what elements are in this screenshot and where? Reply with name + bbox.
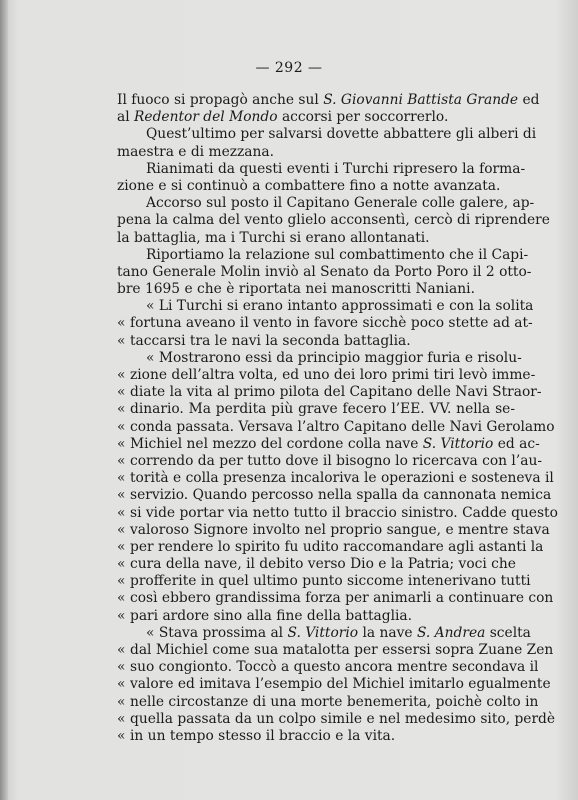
text-run: così ebbero grandissima forza per animarli a continuare con (130, 590, 554, 607)
text-line (117, 659, 539, 676)
text-run: Quest’ultimo per salvarsi dovette abbattere gli alberi di (146, 126, 537, 143)
text-run: in un tempo stesso il braccio e la vita. (130, 727, 396, 744)
text-run: dal Michiel come sua matalotta per essersi sopra Zuane Zen (130, 642, 554, 658)
quote-mark: « (117, 607, 126, 624)
quote-mark: « (117, 332, 126, 349)
text-line (117, 401, 515, 418)
text-line (117, 281, 515, 298)
text-line (117, 435, 540, 453)
quote-mark: « (117, 556, 126, 573)
text-run: Riportiamo la relazione sul combattimento che il Capi- (146, 246, 529, 263)
text-run: « Li Turchi si erano intanto approssimati e con la solita (146, 298, 534, 315)
text-line (117, 315, 533, 332)
text-line (117, 195, 535, 212)
text-run: la battaglia, ma i Turchi si erano allontanati. (117, 229, 430, 246)
text-line (117, 263, 532, 281)
text-line (117, 126, 537, 143)
quote-mark: « (117, 659, 126, 676)
quote-mark: « (117, 538, 126, 555)
text-run: quella passata da un colpo simile e nel medesimo sito, perdè (130, 710, 556, 727)
text-run: Rianimati da questi eventi i Turchi ripresero la forma- (146, 160, 526, 177)
quote-mark: « (117, 693, 126, 710)
text-run: torità e colla presenza incaloriva le operazioni e sosteneva il (130, 470, 554, 487)
text-line (117, 556, 515, 573)
quote-mark: « (117, 435, 126, 452)
text-line (117, 418, 555, 436)
page-spine-shadow (0, 0, 8, 800)
text-line (117, 608, 515, 625)
text-line (117, 538, 544, 556)
text-line (117, 109, 515, 126)
text-run: servizio. Quando percosso nella spalla da cannonata nemica (130, 487, 552, 504)
quote-mark: « (117, 521, 126, 538)
body-text (117, 92, 558, 745)
text-line (117, 452, 543, 470)
text-run: Il fuoco si propagò anche sul (117, 92, 324, 108)
text-line (117, 710, 556, 728)
text-run: fortuna aveano il vento in favore sicchè poco stette ad at- (130, 315, 533, 332)
quote-mark: « (117, 504, 126, 521)
quote-mark: « (117, 642, 126, 658)
quote-mark: « (117, 727, 126, 744)
text-run: si vide portar via netto tutto il braccio sinistro. Cadde questo (130, 504, 558, 521)
text-run: suo congionto. Toccò a questo ancora mentre secondava il (130, 659, 539, 676)
text-run: Accorso sul posto il Capitano Generale colle galere, ap- (146, 195, 535, 212)
text-run: dinario. Ma perdita più grave fecero l’EE. VV. nella se- (130, 401, 515, 418)
text-line (117, 470, 554, 487)
text-run: profferite in quel ultimo punto siccome intenerivano tutti (130, 573, 531, 590)
text-line (117, 642, 554, 659)
text-line (117, 728, 515, 745)
text-run: pari ardore sino alla fine della battaglia. (130, 607, 413, 624)
text-line (117, 676, 551, 693)
text-run: per rendere lo spirito fu udito raccomandare agli astanti la (130, 538, 544, 555)
text-line (117, 504, 558, 522)
text-line (117, 178, 515, 195)
text-run: zione dell’altra volta, ed uno dei loro primi tiri levò imme- (130, 367, 536, 383)
quote-mark: « (117, 384, 126, 401)
italic-text: S. Giovanni Battista Grande (323, 92, 519, 108)
text-run: Michiel nel mezzo del cordone colla nave (130, 435, 423, 452)
quote-mark: « (117, 452, 126, 469)
text-line (117, 384, 542, 401)
text-line (117, 160, 526, 178)
text-run: al (117, 109, 135, 126)
text-run: zione e si continuò a combattere fino a notte avanzata. (117, 177, 501, 194)
text-run: maestra e di mezzana. (117, 143, 274, 160)
quote-mark: « (117, 710, 126, 727)
text-run: taccarsi tra le navi la seconda battaglia. (130, 332, 411, 349)
quote-mark: « (117, 401, 126, 418)
quote-mark: « (117, 367, 126, 383)
text-line (117, 212, 550, 229)
quote-mark: « (117, 470, 126, 487)
text-run: la nave (358, 624, 417, 641)
text-run: « Stava prossima al (146, 624, 288, 641)
text-run: diate la vita al primo pilota del Capitano delle Navi Straor- (130, 384, 542, 401)
text-run: conda passata. Versava l’altro Capitano delle Navi Gerolamo (130, 418, 555, 435)
text-run: valoroso Signore involto nel proprio sangue, e mentre stava (130, 521, 550, 538)
text-line (117, 349, 522, 367)
text-line (117, 298, 534, 315)
quote-mark: « (117, 590, 126, 607)
quote-mark: « (117, 573, 126, 590)
text-run: bre 1695 e che è riportata nei manoscritti Naniani. (117, 281, 475, 298)
text-line (117, 230, 515, 247)
text-line (117, 521, 550, 539)
text-line (117, 144, 515, 161)
quote-mark: « (117, 487, 126, 504)
text-line (117, 693, 539, 711)
italic-text: S. Andrea (416, 624, 486, 641)
text-run: correndo da per tutto dove il bisogno lo ricercava con l’au- (130, 452, 543, 469)
text-run: valore ed imitava l’esempio del Michiel imitarlo egualmente (130, 676, 551, 693)
text-run: scelta (485, 624, 531, 641)
italic-text: S. Vittorio (287, 624, 359, 641)
quote-mark: « (117, 315, 126, 332)
text-run: « Mostrarono essi da principio maggior furia e risolu- (146, 349, 522, 366)
text-line (117, 92, 540, 109)
text-run: cura della nave, il debito verso Dio e la Patria; voci che (130, 556, 516, 573)
text-run: pena la calma del vento glielo acconsentì, cercò di riprendere (117, 212, 550, 229)
text-line (117, 333, 515, 350)
text-run: accorsi per soccorrerlo. (277, 109, 449, 126)
text-line (117, 246, 529, 264)
italic-text: S. Vittorio (422, 435, 494, 452)
text-run: tano Generale Molin inviò al Senato da Porto Poro il 2 otto- (117, 263, 532, 280)
text-line (117, 367, 536, 384)
text-run: ed (518, 92, 540, 108)
italic-text: Redentor del Mondo (134, 109, 278, 126)
text-run: ed ac- (493, 435, 540, 452)
text-line (117, 624, 531, 642)
text-run: nelle circostanze di una morte benemerita, poichè colto in (130, 693, 539, 710)
quote-mark: « (117, 418, 126, 435)
text-line (117, 573, 531, 590)
text-line (117, 487, 552, 504)
quote-mark: « (117, 676, 126, 693)
text-line (117, 590, 554, 607)
page-number: — 292 — (255, 60, 323, 76)
